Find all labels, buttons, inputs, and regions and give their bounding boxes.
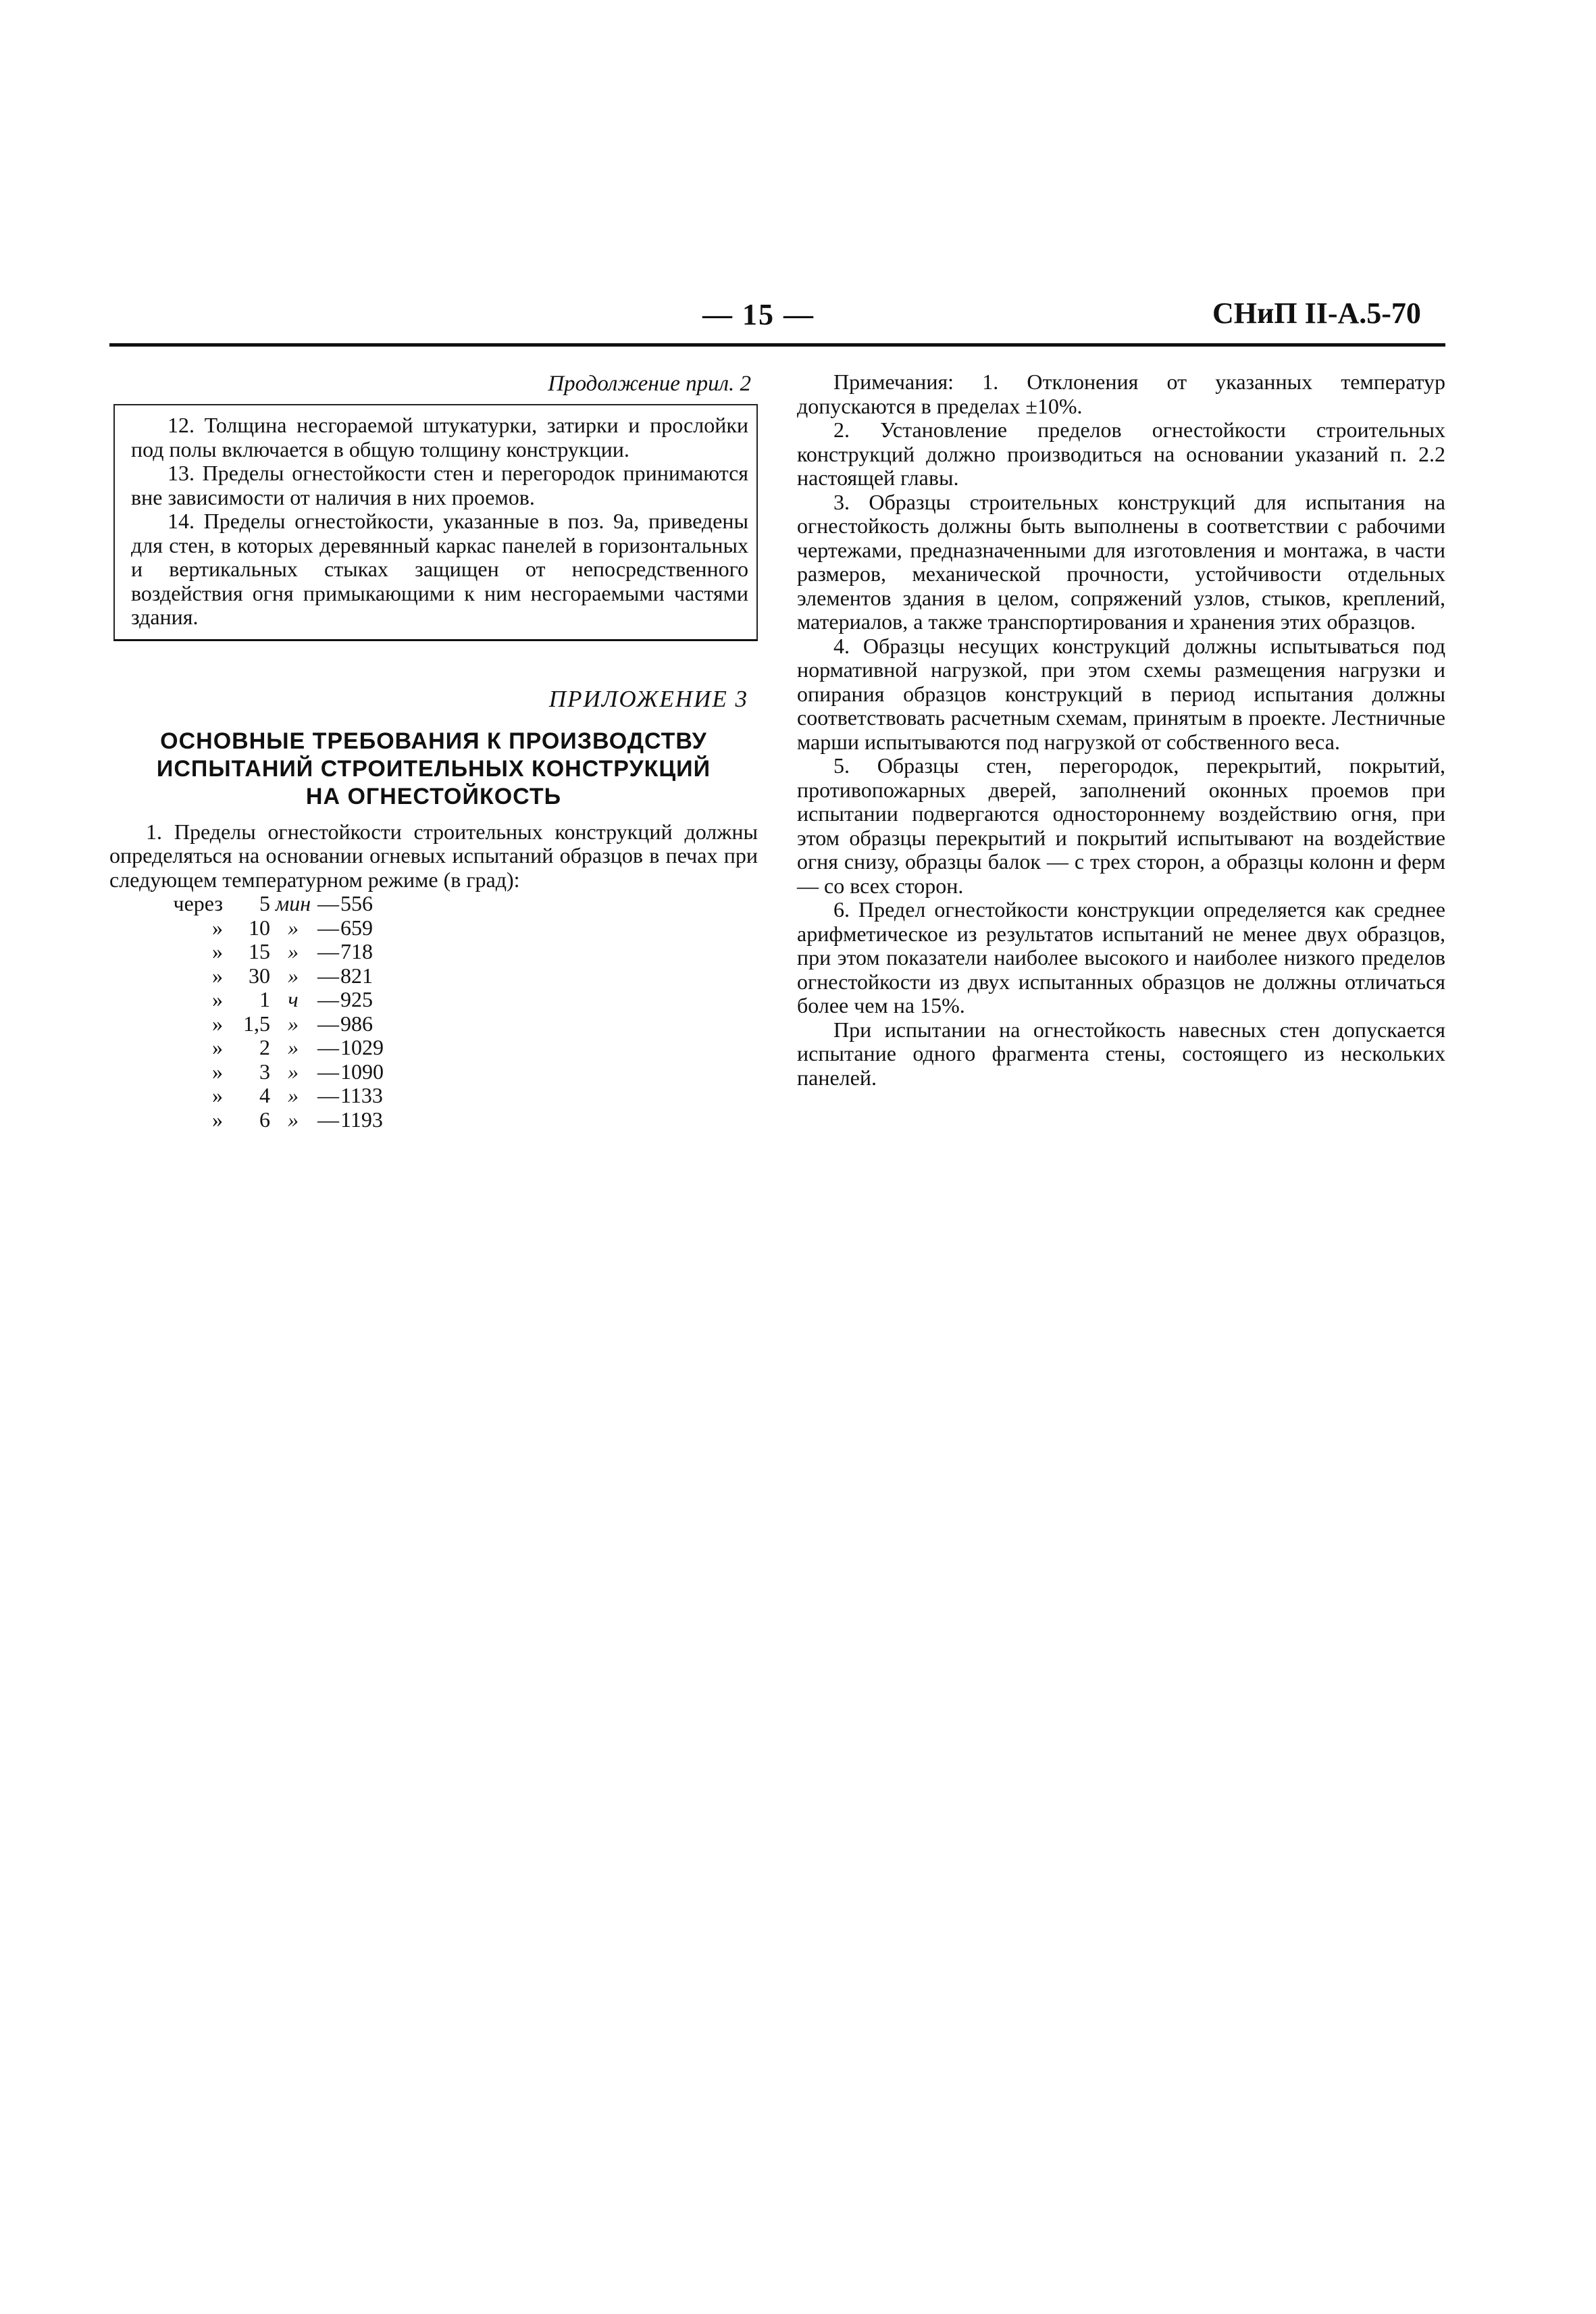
row-temp: 1029 [340, 1035, 384, 1059]
note-14: 14. Пределы огнестойкости, указанные в поз. 9а, приведены для стен, в которых деревянный каркас панелей в горизонтальных и вертикальных стыках защищен от непосредственного воздействия огня примыкающими к ним несгораемыми частями здания. [131, 509, 748, 629]
page-number: — 15 — [702, 298, 815, 331]
row-value: 10 [249, 915, 270, 940]
row-temp: 718 [340, 939, 373, 963]
notes-paragraph-2: 2. Установление пределов огнестойкости строительных конструкций должно производиться на основании указаний п. 2.2 настоящей главы. [797, 418, 1445, 490]
row-temp: 925 [340, 987, 373, 1011]
row-prefix: » [212, 1083, 223, 1107]
schedule-row [162, 988, 394, 1012]
row-unit: » [288, 915, 299, 940]
note-12: 12. Толщина несгораемой штукатурки, затирки и прослойки под полы включается в общую толщину конструкции. [131, 413, 748, 461]
row-dash: — [317, 915, 339, 940]
row-dash: — [317, 1011, 339, 1036]
row-prefix: » [212, 1107, 223, 1132]
row-unit: » [288, 1059, 299, 1084]
right-column [797, 370, 1445, 1090]
section-title-line: ОСНОВНЫЕ ТРЕБОВАНИЯ К ПРОИЗВОДСТВУ [160, 728, 707, 754]
schedule-row [162, 1012, 394, 1036]
row-temp: 821 [340, 963, 373, 988]
row-value: 30 [249, 963, 270, 988]
document-code: СНиП II-А.5-70 [1212, 297, 1421, 330]
row-prefix: » [212, 963, 223, 988]
notes-box [113, 404, 758, 641]
left-column [109, 370, 758, 1132]
row-value: 3 [259, 1059, 270, 1084]
row-prefix: » [212, 915, 223, 940]
row-dash: — [317, 1035, 339, 1059]
row-dash: — [317, 1107, 339, 1132]
schedule-row [162, 916, 394, 940]
row-value: 6 [259, 1107, 270, 1132]
notes-paragraph-6: 6. Предел огнестойкости конструкции определяется как среднее арифметическое из результатов испытаний не менее двух образцов, при этом показатели наиболее высокого и наиболее низкого пределов огнестойкости из двух испытанных образцов не должны отличаться более чем на 15%. [797, 897, 1445, 1017]
schedule-row [162, 1084, 394, 1108]
note-13: 13. Пределы огнестойкости стен и перегородок принимаются вне зависимости от наличия в них проемов. [131, 461, 748, 509]
schedule-row [162, 964, 394, 988]
row-unit: мин [275, 891, 311, 915]
row-unit: » [288, 1107, 299, 1132]
schedule-row [162, 1036, 394, 1060]
notes-paragraph-1: Примечания: 1. Отклонения от указанных температур допускаются в пределах ±10%. [797, 370, 1445, 418]
schedule-row [162, 1108, 394, 1132]
row-dash: — [317, 987, 339, 1011]
schedule-row [162, 940, 394, 964]
row-unit: » [288, 1083, 299, 1107]
row-dash: — [317, 939, 339, 963]
notes-paragraph-3: 3. Образцы строительных конструкций для испытания на огнестойкость должны быть выполнены в соответствии с рабочими чертежами, предназначенными для изготовления и монтажа, в части размеров, механической прочности, устойчивости отдельных элементов здания в целом, сопряжений узлов, стыков, креплений, материалов, а также транспортирования и хранения этих образцов. [797, 489, 1445, 634]
row-prefix: » [212, 1035, 223, 1059]
row-value: 5 [259, 891, 270, 915]
row-temp: 556 [340, 891, 373, 915]
row-temp: 1193 [340, 1107, 383, 1132]
row-unit: » [288, 939, 299, 963]
notes-paragraph-4: 4. Образцы несущих конструкций должны испытываться под нормативной нагрузкой, при этом схемы размещения нагрузки и опирания образцов конструкций в период испытания должны соответствовать расчетным схемам, принятым в проекте. Лестничные марши испытываются под нагрузкой от собственного веса. [797, 633, 1445, 754]
row-value: 15 [249, 939, 270, 963]
notes-paragraph-5: 5. Образцы стен, перегородок, перекрытий, покрытий, противопожарных дверей, заполнений оконных проемов при испытании подвергаются одностороннему воздействию огня, при этом образцы перекрытий и покрытий испытывают на воздействие огня снизу, образцы балок — с трех сторон, а образцы колонн и ферм — со всех сторон. [797, 753, 1445, 898]
row-prefix: » [212, 1059, 223, 1084]
row-unit: » [288, 963, 299, 988]
row-temp: 1090 [340, 1059, 384, 1084]
notes-paragraph-7: При испытании на огнестойкость навесных стен допускается испытание одного фрагмента стены, состоящего из нескольких панелей. [797, 1017, 1445, 1090]
section-title [109, 728, 758, 811]
header-rule [109, 343, 1445, 347]
row-prefix: » [212, 1011, 223, 1036]
intro-paragraph: 1. Пределы огнестойкости строительных конструкций должны определяться на основании огневых испытаний образцов в печах при следующем температурном режиме (в град): [109, 819, 758, 892]
section-title-line: ИСПЫТАНИЙ СТРОИТЕЛЬНЫХ КОНСТРУКЦИЙ [156, 755, 711, 782]
row-unit: ч [288, 987, 299, 1011]
temperature-schedule [162, 892, 394, 1132]
row-prefix: » [212, 987, 223, 1011]
schedule-row [162, 892, 394, 916]
row-prefix: » [212, 939, 223, 963]
row-value: 4 [259, 1083, 270, 1107]
section-title-line: НА ОГНЕСТОЙКОСТЬ [305, 783, 562, 809]
continuation-label: Продолжение прил. 2 [548, 372, 751, 396]
row-prefix: через [173, 891, 223, 915]
row-dash: — [317, 963, 339, 988]
row-temp: 1133 [340, 1083, 383, 1107]
appendix-label: ПРИЛОЖЕНИЕ 3 [548, 685, 748, 712]
row-dash: — [317, 1083, 339, 1107]
row-dash: — [317, 1059, 339, 1084]
row-dash: — [317, 891, 339, 915]
row-unit: » [288, 1035, 299, 1059]
row-temp: 659 [340, 915, 373, 940]
schedule-row [162, 1060, 394, 1084]
row-temp: 986 [340, 1011, 373, 1036]
row-value: 2 [259, 1035, 270, 1059]
row-unit: » [288, 1011, 299, 1036]
row-value: 1,5 [243, 1011, 270, 1036]
row-value: 1 [259, 987, 270, 1011]
